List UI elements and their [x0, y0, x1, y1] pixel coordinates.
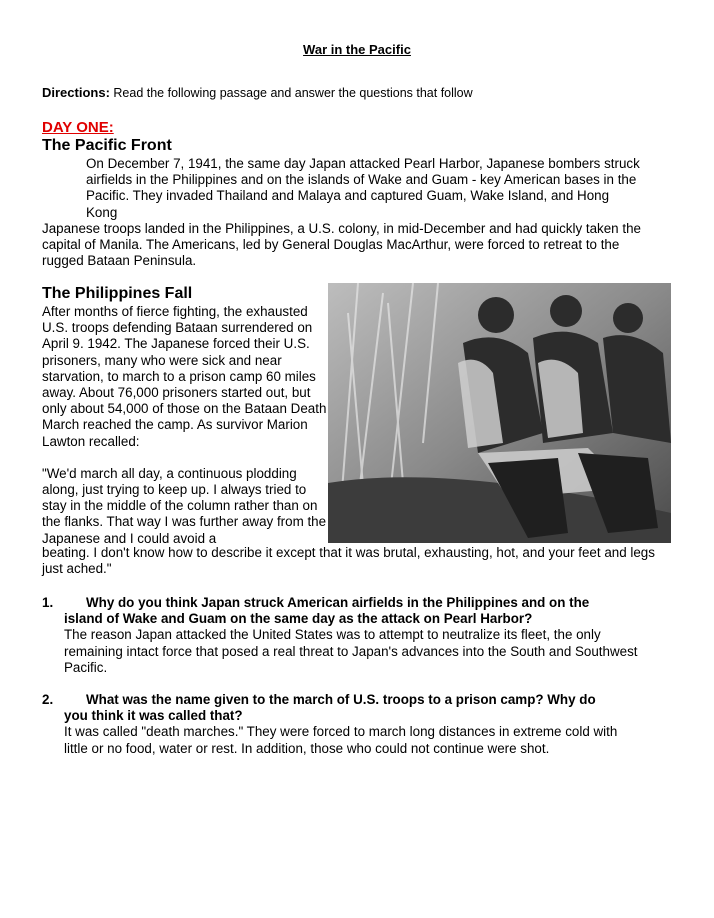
historical-photo-soldiers — [328, 283, 671, 543]
question-1 — [42, 595, 642, 676]
section-heading-philippines-fall: The Philippines Fall — [42, 285, 193, 302]
document-title: War in the Pacific — [303, 42, 411, 57]
question-2 — [42, 692, 642, 757]
question-1-number: 1. — [42, 595, 54, 610]
quote-start: "We'd march all day, a continuous plodding along, just trying to keep up. I always tried to stay in the middle of the column rather than on the flanks. That way I was further away from the Japanese and I could avoid a — [42, 465, 327, 546]
photo-illustration — [328, 283, 671, 543]
answer-1: The reason Japan attacked the United States was to attempt to neutralize its fleet, the only remaining intact force that posed a real threat to Japan's advances into the South and Southwest Pacific. — [64, 627, 638, 675]
paragraph: After months of fierce fighting, the exhausted U.S. troops defending Bataan surrendered on April 9. 1942. The Japanese forced their U.S. prisoners, many who were sick and near starvation, to march to a prison camp 60 miles away. About 76,000 prisoners started out, but only about 54,000 of those on the Bataan Death March reached the camp. As survivor Marion Lawton recalled: — [42, 304, 327, 449]
philippines-fall-text — [42, 304, 328, 547]
paragraph: On December 7, 1941, the same day Japan attacked Pearl Harbor, Japanese bombers struck airfields in the Philippines and on the islands of Wake and Guam - key American bases in the Pacific. They invaded Thailand and Malaya and captured Guam, Wake Island, and Hong Kong — [86, 156, 640, 220]
directions-text: Read the following passage and answer the questions that follow — [113, 86, 473, 100]
directions-label: Directions: — [42, 85, 110, 100]
section-heading-pacific-front: The Pacific Front — [42, 137, 172, 154]
question-2-line1: 2. What was the name given to the march of U.S. troops to a prison camp? Why do — [42, 692, 596, 707]
question-2-number: 2. — [42, 692, 54, 707]
directions — [42, 85, 473, 100]
question-1-line1: 1. Why do you think Japan struck American airfields in the Philippines and on the — [42, 595, 590, 610]
quote-end: beating. I don't know how to describe it except that it was brutal, exhausting, hot, and your feet and legs just ached." — [42, 545, 655, 577]
pacific-front-text — [42, 156, 642, 269]
question-2-line2: you think it was called that? — [64, 708, 243, 724]
question-1-line2: island of Wake and Guam on the same day as the attack on Pearl Harbor? — [64, 611, 533, 627]
day-one-label: DAY ONE: — [42, 119, 114, 136]
answer-2: It was called "death marches." They were forced to march long distances in extreme cold with little or no food, water or rest. In addition, those who could not continue were shot. — [64, 724, 618, 756]
paragraph: Japanese troops landed in the Philippines, a U.S. colony, in mid-December and had quickly taken the capital of Manila. The Americans, led by General Douglas MacArthur, were forced to retreat to the rugged Bataan Peninsula. — [42, 220, 641, 269]
